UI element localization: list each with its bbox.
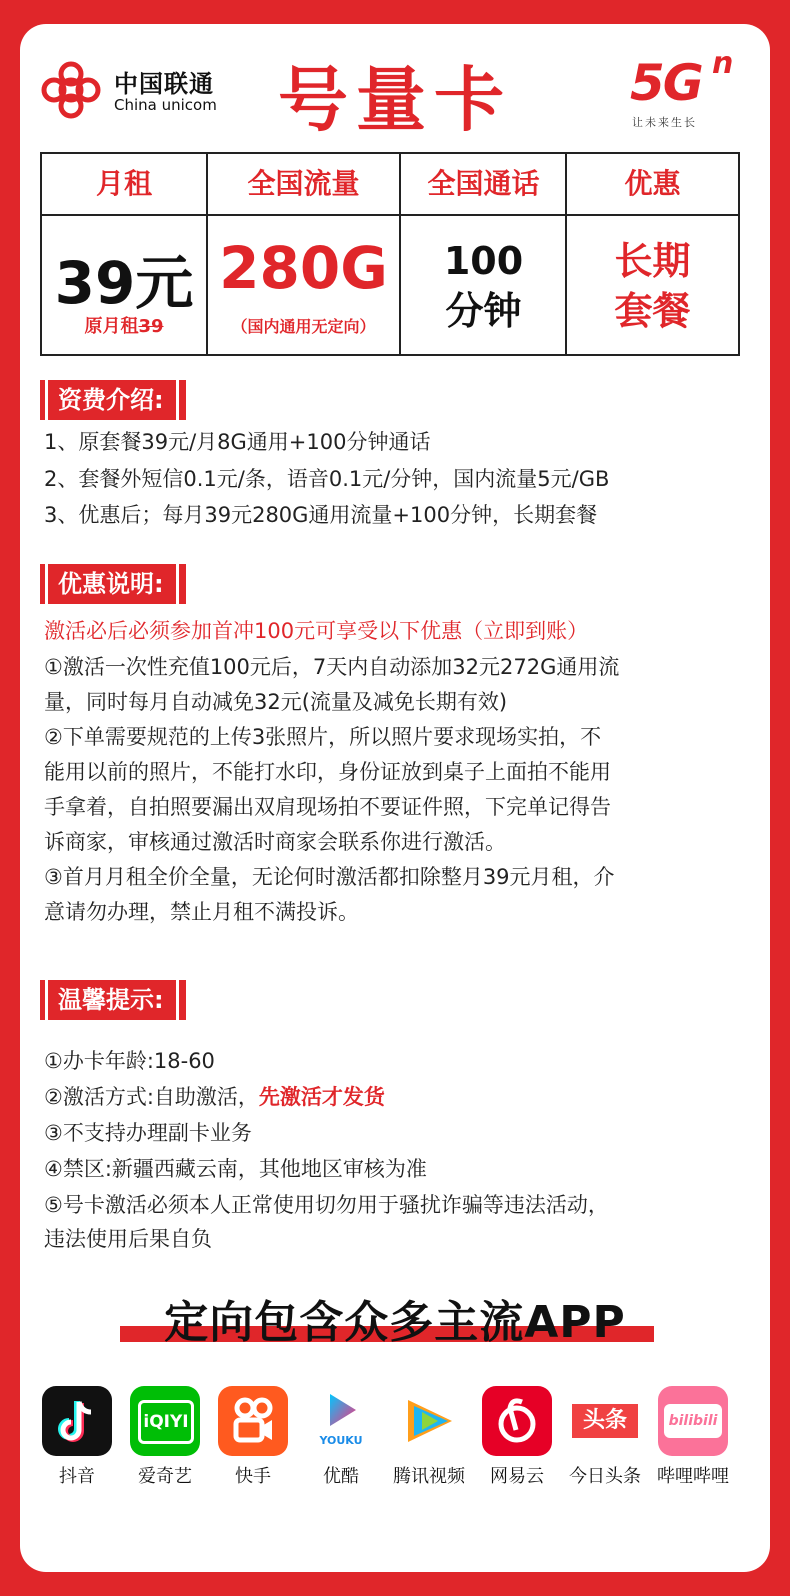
app-name: 网易云: [490, 1466, 544, 1487]
logo-en-text: China unicom: [114, 96, 217, 114]
toutiao-icon-text: 头条: [572, 1404, 638, 1438]
youku-icon: [306, 1386, 376, 1456]
tip-line: ①办卡年龄:18-60: [44, 1049, 215, 1073]
5g-badge: [630, 46, 750, 134]
youku-icon-text: YOUKU: [319, 1434, 363, 1447]
app-name: 优酷: [323, 1466, 359, 1487]
app-item-bilibili: [651, 1386, 735, 1488]
promo-line1: 长期: [614, 239, 691, 283]
app-name: 抖音: [59, 1466, 95, 1487]
5g-n-text: n: [712, 46, 734, 81]
promo-line: 量，同时每月自动减免32元(流量及减免长期有效): [44, 690, 508, 714]
douyin-icon: [42, 1386, 112, 1456]
original-rent: [42, 312, 206, 338]
app-item-tencent-video: [387, 1386, 471, 1488]
header: [20, 24, 770, 152]
original-rent-prefix: 原月租: [84, 316, 139, 337]
table-divider: [42, 214, 738, 216]
app-item-iqiyi: [123, 1386, 207, 1488]
bilibili-icon: [658, 1386, 728, 1456]
promo-line: ②下单需要规范的上传3张照片，所以照片要求现场实拍，不: [44, 725, 602, 749]
header-voice: 全国通话: [427, 167, 540, 200]
app-name: 爱奇艺: [138, 1466, 192, 1487]
app-name: 哔哩哔哩: [657, 1466, 729, 1487]
tips-section-tag: 温馨提示:: [40, 980, 186, 1020]
tip-line: 违法使用后果自负: [44, 1227, 212, 1251]
app-item-douyin: [35, 1386, 119, 1488]
header-data: 全国流量: [247, 167, 360, 200]
tip-line: [44, 1082, 748, 1112]
page-title: 号量卡: [278, 59, 512, 141]
tip-line: ③不支持办理副卡业务: [44, 1121, 252, 1145]
app-name: 快手: [235, 1466, 271, 1487]
promo-section-tag: 优惠说明:: [40, 564, 186, 604]
promo-line: ③首月月租全价全量，无论何时激活都扣除整月39元月租，介: [44, 865, 615, 889]
promo-line: 手拿着，自拍照要漏出双肩现场拍不要证件照，下完单记得告: [44, 795, 611, 819]
monthly-rent: 39元: [54, 249, 194, 317]
tip-line: ④禁区:新疆西藏云南，其他地区审核为准: [44, 1157, 427, 1181]
tip-line: ⑤号卡激活必须本人正常使用切勿用于骚扰诈骗等违法活动，: [44, 1193, 609, 1217]
5g-slogan: 让未来生长: [632, 116, 697, 129]
promo-red-line: 激活必后必须参加首冲100元可享受以下优惠（立即到账）: [44, 619, 589, 643]
voice-line2: 分钟: [445, 289, 522, 333]
fee-line: 2、套餐外短信0.1元/条，语音0.1元/分钟，国内流量5元/GB: [44, 467, 610, 491]
kuaishou-icon: [218, 1386, 288, 1456]
fee-line: 1、原套餐39元/月8G通用+100分钟通话: [44, 430, 431, 454]
plan-table: [40, 152, 740, 356]
directed-apps-title-text: 定向包含众多主流APP: [164, 1297, 626, 1348]
5g-text: 5G: [630, 54, 702, 112]
header-promo: 优惠: [624, 167, 681, 200]
app-item-toutiao: [563, 1386, 647, 1488]
tip-line2-highlight: 先激活才发货: [258, 1085, 385, 1109]
app-list: [20, 1386, 770, 1496]
logo-cn-text: 中国联通: [114, 70, 214, 98]
app-name: 腾讯视频: [393, 1466, 465, 1487]
fee-line: 3、优惠后；每月39元280G通用流量+100分钟，长期套餐: [44, 503, 598, 527]
iqiyi-icon-text: iQIYI: [138, 1400, 194, 1444]
header-rent: 月租: [95, 167, 152, 200]
promo-line: 诉商家，审核通过激活时商家会联系你进行激活。: [44, 830, 506, 854]
promo-line2: 套餐: [614, 289, 691, 333]
tencent-video-icon: [394, 1386, 464, 1456]
toutiao-icon: [570, 1386, 640, 1456]
original-rent-value: 39: [138, 316, 164, 337]
app-name: 今日头条: [569, 1466, 641, 1487]
poster-card: [20, 24, 770, 1572]
promo-line: ①激活一次性充值100元后，7天内自动添加32元272G通用流: [44, 655, 620, 679]
promo-line: 意请勿办理，禁止月租不满投诉。: [44, 900, 359, 924]
voice-minutes: [401, 236, 566, 336]
iqiyi-icon: [130, 1386, 200, 1456]
data-amount: 280G: [219, 234, 388, 302]
app-item-netease-music: [475, 1386, 559, 1488]
promo-text: [567, 236, 738, 336]
tip-line2-prefix: ②激活方式:自助激活，: [44, 1085, 259, 1109]
directed-apps-title: [20, 1286, 770, 1350]
promo-line: 能用以前的照片，不能打水印，身份证放到桌子上面拍不能用: [44, 760, 611, 784]
app-item-youku: [299, 1386, 383, 1488]
app-item-kuaishou: [211, 1386, 295, 1488]
bilibili-icon-text: bilibili: [664, 1404, 722, 1438]
data-note: （国内通用无定向）: [231, 317, 376, 336]
fee-section-tag: 资费介绍:: [40, 380, 186, 420]
voice-line1: 100: [443, 239, 524, 283]
netease-music-icon: [482, 1386, 552, 1456]
